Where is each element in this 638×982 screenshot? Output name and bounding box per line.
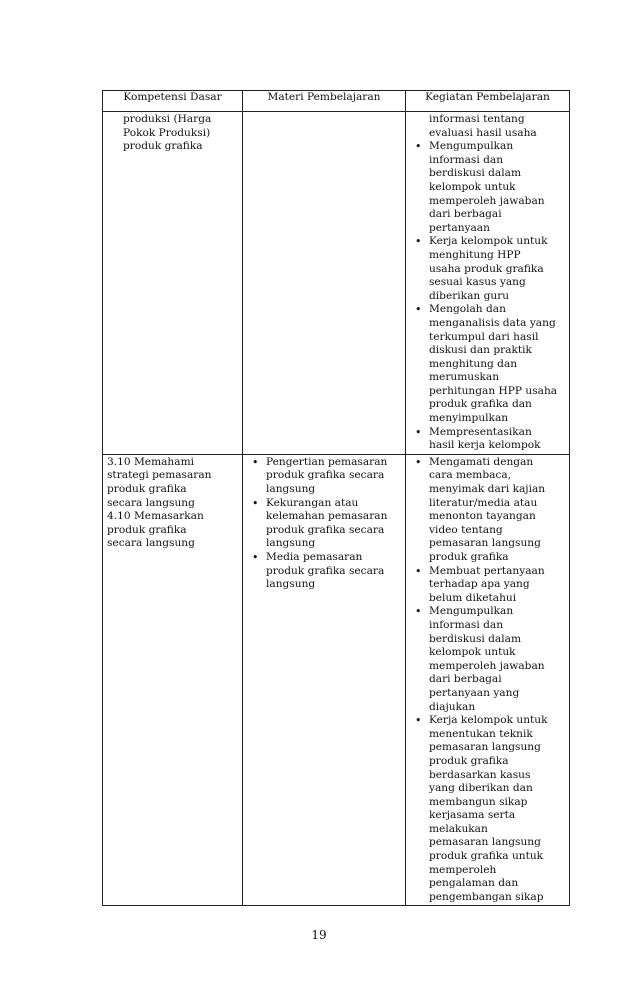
text-line: hasil kerja kelompok [429,439,541,452]
cell-kompetensi [103,454,243,906]
text-line: literatur/media atau [429,496,538,509]
materi-item [247,456,402,497]
text-line: berdasarkan kasus [429,768,531,781]
text-line: cara membaca, [429,469,512,482]
table-header-row [103,91,570,112]
text-line: produksi (Harga [123,113,212,125]
text-line: informasi dan [429,618,504,631]
text-line: • Mengumpulkan [429,140,514,153]
text-line: membangun sikap [429,795,528,808]
cell-materi [243,112,406,455]
kompetensi-item [107,456,239,510]
text-line: produk grafika [107,483,187,496]
text-line: produk grafika untuk [429,850,544,863]
text-line: dari berbagai [429,673,502,686]
kegiatan-item [410,426,566,453]
curriculum-table [102,90,570,906]
page-number: 19 [311,928,327,942]
text-line: • Pengertian pemasaran [266,455,388,468]
kompetensi-item [107,510,239,551]
text-line: pengalaman dan [429,877,519,890]
kegiatan-item [410,565,566,606]
text-line: • Kerja kelompok untuk [429,714,548,727]
text-line: langsung [266,483,316,496]
text-line: belum diketahui [429,591,517,604]
text-line: menganalisis data yang [429,316,556,329]
text-line: merumuskan [429,371,500,384]
text-line: secara langsung [107,496,195,509]
text-line: menentukan teknik [429,727,533,740]
text-line: pertanyaan [429,221,490,234]
text-line: diskusi dan praktik [429,344,532,357]
text-line: kerjasama serta [429,809,516,822]
header-materi-pembelajaran: Materi Pembelajaran [243,91,406,112]
text-line: terkumpul dari hasil [429,330,539,343]
kegiatan-item [410,714,566,904]
table-row [103,112,570,455]
text-line: • Membuat pertanyaan [429,564,545,577]
text-line: kelompok untuk [429,180,516,193]
text-line: informasi tentang [429,113,525,125]
text-line: produk grafika dan [429,398,532,411]
text-line: secara langsung [107,537,195,550]
text-line: • Mengamati dengan [429,455,534,468]
cell-materi [243,454,406,906]
text-line: melakukan [429,822,488,835]
text-line: memperoleh jawaban [429,194,545,207]
kegiatan-list [410,113,566,453]
text-line: • Mengumpulkan [429,605,514,618]
text-line: kelemahan pemasaran [266,510,388,523]
cell-kompetensi [103,112,243,455]
text-line: 4.10 Memasarkan [107,510,204,523]
text-line: usaha produk grafika [429,262,544,275]
text-line: pemasaran langsung [429,836,541,849]
kegiatan-item [410,235,566,303]
text-line: yang diberikan dan [429,782,533,795]
text-line: dari berbagai [429,208,502,221]
text-line: sesuai kasus yang [429,276,526,289]
text-line: evaluasi hasil usaha [429,126,537,139]
text-line: Pokok Produksi) [123,126,211,139]
kegiatan-list [410,456,566,905]
text-line: produk grafika [107,523,187,536]
text-line: langsung [266,537,316,550]
text-line: pemasaran langsung [429,741,541,754]
text-line: produk grafika secara [266,523,385,536]
text-line: video tentang [429,523,503,536]
text-line: • Mempresentasikan [429,425,532,438]
table-row [103,454,570,906]
text-line: menonton tayangan [429,510,536,523]
text-line: produk grafika secara [266,564,385,577]
cell-kegiatan [406,454,570,906]
text-line: produk grafika secara [266,469,385,482]
text-line: produk grafika [429,754,509,767]
text-line: pengembangan sikap [429,890,544,903]
text-line: pemasaran langsung [429,537,541,550]
text-line: langsung [266,578,316,591]
text-line: • Media pemasaran [266,551,363,563]
text-line: produk grafika [429,551,509,563]
kegiatan-item [410,605,566,714]
text-line: berdiskusi dalam [429,167,522,180]
text-line: 3.10 Memahami [107,455,195,468]
text-line: strategi pemasaran [107,469,212,482]
text-line: memperoleh jawaban [429,659,545,672]
text-line: informasi dan [429,153,504,166]
materi-item [247,497,402,551]
kegiatan-item-continued [410,113,566,140]
text-line: menghitung HPP [429,248,521,261]
text-line: terhadap apa yang [429,578,530,591]
kegiatan-item [410,140,566,235]
kegiatan-item [410,303,566,425]
text-line: produk grafika [123,140,203,153]
text-line: diajukan [429,700,476,713]
text-line: • Kerja kelompok untuk [429,235,548,248]
text-line: berdiskusi dalam [429,632,522,645]
text-line: memperoleh [429,863,497,876]
header-kegiatan-pembelajaran: Kegiatan Pembelajaran [406,91,570,112]
text-line: menyimpulkan [429,412,509,425]
materi-item [247,551,402,592]
text-line: menyimak dari kajian [429,483,546,496]
text-line: • Mengolah dan [429,303,506,316]
text-line: perhitungan HPP usaha [429,384,558,397]
text-line: • Kekurangan atau [266,496,359,509]
cell-kegiatan [406,112,570,455]
materi-list [247,456,402,592]
kegiatan-item [410,456,566,565]
header-kompetensi-dasar: Kompetensi Dasar [103,91,243,112]
text-line: pertanyaan yang [429,686,520,699]
text-line: kelompok untuk [429,646,516,659]
text-line: diberikan guru [429,289,510,302]
text-line: menghitung dan [429,357,518,370]
